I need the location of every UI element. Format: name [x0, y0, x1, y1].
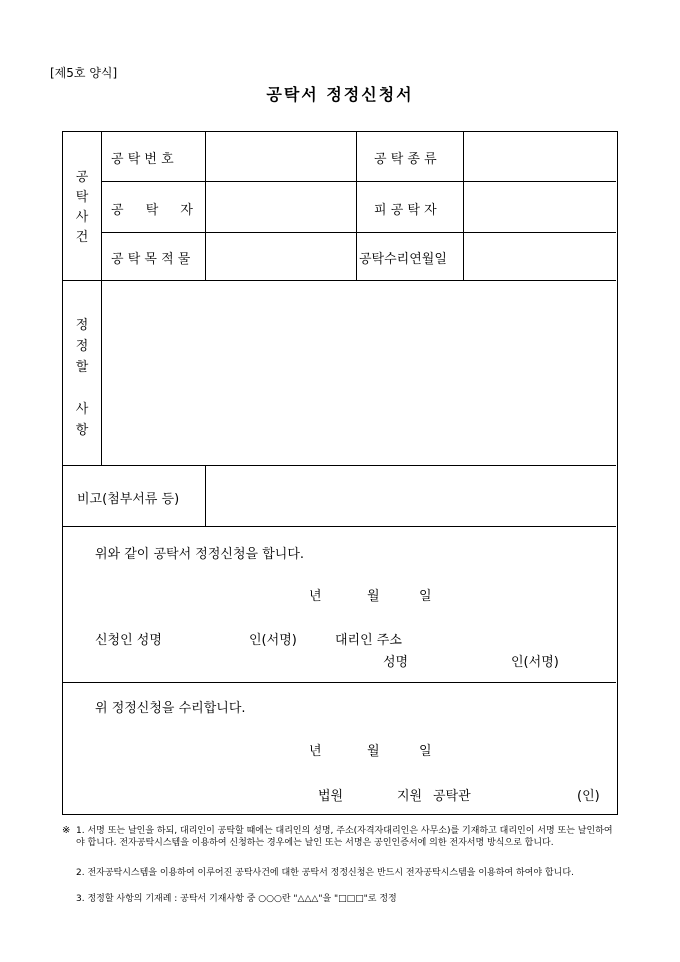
deposit-type-label: 공 탁 종 류 — [374, 152, 437, 167]
agent-name-label: 성명 — [383, 655, 409, 670]
acceptance-statement: 위 정정신청을 수리합니다. — [95, 701, 246, 716]
section-divider — [63, 526, 616, 527]
applicant-seal-label: 인(서명) — [249, 633, 297, 648]
acceptance-date-label: 공탁수리연월일 — [359, 252, 447, 267]
branch-label: 지원 — [397, 789, 423, 804]
page-title: 공탁서 정정신청서 — [266, 85, 414, 104]
officer-label: 공탁관 — [433, 789, 471, 804]
deposit-object-label: 공 탁 목 적 물 — [111, 252, 191, 267]
depositee-label: 피 공 탁 자 — [374, 203, 437, 218]
note-item-1: 1. 서명 또는 날인을 하되, 대리인이 공탁할 때에는 대리인의 성명, 주소(자격자대리인은 사무소)를 기재하고 대리인이 서명 또는 날인하여야 합니다. 전자공탁시스템을 이용하여 신청하는 경우에는 날인 또는 서명은 공인인증서에 의한 전자서명 방식으로 합니다. — [76, 826, 613, 848]
correction-content-field[interactable] — [102, 281, 616, 465]
column-divider — [356, 132, 357, 280]
note-item-2: 2. 전자공탁시스템을 이용하여 이루어진 공탁사건에 대한 공탁서 정정신청은 반드시 전자공탁시스템을 이용하여 하여야 합니다. — [76, 868, 574, 878]
deposit-object-field[interactable] — [206, 233, 356, 280]
application-date-day: 일 — [419, 589, 432, 604]
correction-label: 정 정 할 사 항 — [75, 318, 89, 438]
case-group-label: 공 탁 사 건 — [75, 170, 89, 245]
depositor-label: 공 탁 자 — [111, 203, 202, 218]
acceptance-date-field[interactable] — [464, 233, 616, 280]
agent-seal-label: 인(서명) — [511, 655, 559, 670]
depositor-field[interactable] — [206, 182, 356, 232]
application-date-month: 월 — [367, 589, 380, 604]
court-label: 법원 — [318, 789, 344, 804]
depositee-field[interactable] — [464, 182, 616, 232]
note-mark: ※ — [62, 825, 71, 836]
acceptance-date-day: 일 — [419, 744, 432, 759]
section-divider — [63, 682, 616, 683]
deposit-type-field[interactable] — [464, 132, 616, 181]
acceptance-date-month: 월 — [367, 744, 380, 759]
acceptance-date-year: 년 — [309, 744, 322, 759]
remarks-field[interactable] — [206, 466, 616, 526]
agent-address-label: 대리인 주소 — [335, 633, 402, 648]
note-item-3: 3. 정정할 사항의 기재례 : 공탁서 기재사항 중 ○○○란 "△△△"을 "□□□"로 정정 — [76, 894, 397, 904]
form-number: [제5호 양식] — [50, 66, 118, 80]
application-date-year: 년 — [309, 589, 322, 604]
applicant-name-label: 신청인 성명 — [95, 633, 162, 648]
deposit-number-field[interactable] — [206, 132, 356, 181]
form-frame — [62, 131, 618, 815]
remarks-label: 비고(첨부서류 등) — [77, 492, 180, 507]
deposit-number-label: 공 탁 번 호 — [111, 152, 174, 167]
application-statement: 위와 같이 공탁서 정정신청을 합니다. — [95, 547, 305, 562]
officer-seal-label: (인) — [577, 789, 600, 804]
